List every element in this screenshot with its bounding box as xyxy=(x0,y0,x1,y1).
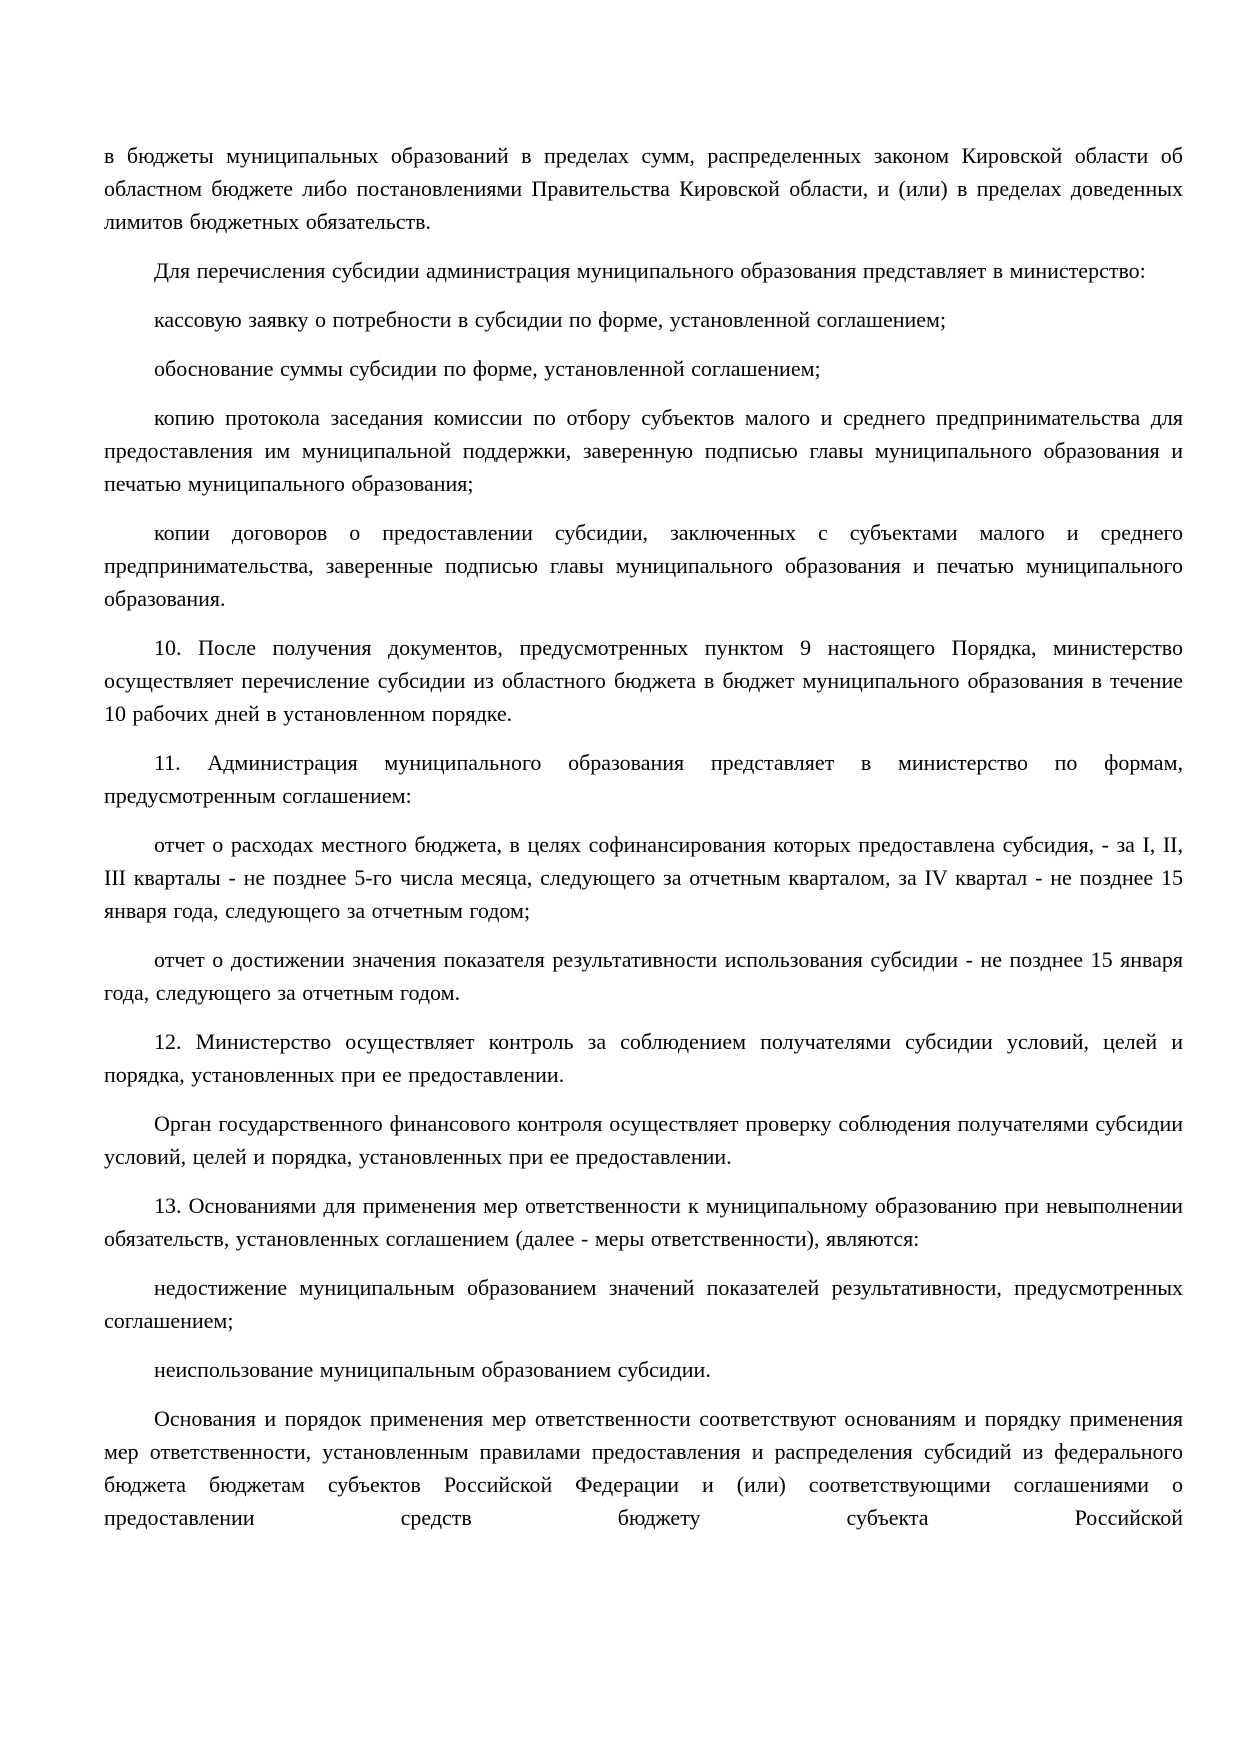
paragraph: обоснование суммы субсидии по форме, установленной соглашением; xyxy=(154,356,821,381)
paragraph: Для перечисления субсидии администрация муниципального образования представляет в министерство: xyxy=(154,258,1146,283)
paragraph: 11. Администрация муниципального образования представляет в министерство по формам, предусмотренным соглашением: xyxy=(104,750,1183,808)
paragraph: в бюджеты муниципальных образований в пределах сумм, распределенных законом Кировской области об областном бюджете либо постановлениями Правительства Кировской области, и (или) в пределах доведенных лимитов бюджетных обязательств. xyxy=(104,143,1183,234)
paragraph: недостижение муниципальным образованием значений показателей результативности, предусмотренных соглашением; xyxy=(104,1275,1183,1333)
paragraph: копию протокола заседания комиссии по отбору субъектов малого и среднего предпринимательства для предоставления им муниципальной поддержки, заверенную подписью главы муниципального образования и печатью муниципального образования; xyxy=(104,405,1183,496)
paragraph: 10. После получения документов, предусмотренных пунктом 9 настоящего Порядка, министерство осуществляет перечисление субсидии из областного бюджета в бюджет муниципального образования в течение 10 рабочих дней в установленном порядке. xyxy=(104,635,1183,726)
paragraph: 12. Министерство осуществляет контроль за соблюдением получателями субсидии условий, целей и порядка, установленных при ее предоставлении. xyxy=(104,1029,1183,1087)
paragraph: неиспользование муниципальным образованием субсидии. xyxy=(154,1357,711,1382)
paragraph: отчет о расходах местного бюджета, в целях софинансирования которых предоставлена субсидия, - за I, II, III кварталы - не позднее 5-го числа месяца, следующего за отчетным кварталом, за IV квартал - не позднее 15 января года, следующего за отчетным годом; xyxy=(104,832,1183,923)
paragraph: кассовую заявку о потребности в субсидии по форме, установленной соглашением; xyxy=(154,307,947,332)
paragraph: Основания и порядок применения мер ответственности соответствуют основаниям и порядку применения мер ответственности, установленным правилами предоставления и распределения субсидий из федерального бюджета бюджетам субъектов Российской Федерации и (или) соответствующими соглашениями о предоставлении средств бюджету субъекта Российской xyxy=(104,1406,1183,1530)
paragraph: Орган государственного финансового контроля осуществляет проверку соблюдения получателями субсидии условий, целей и порядка, установленных при ее предоставлении. xyxy=(104,1111,1183,1169)
paragraph: отчет о достижении значения показателя результативности использования субсидии - не позднее 15 января года, следующего за отчетным годом. xyxy=(104,947,1183,1005)
paragraph: 13. Основаниями для применения мер ответственности к муниципальному образованию при невыполнении обязательств, установленных соглашением (далее - меры ответственности), являются: xyxy=(104,1193,1183,1251)
paragraph: копии договоров о предоставлении субсидии, заключенных с субъектами малого и среднего предпринимательства, заверенные подписью главы муниципального образования и печатью муниципального образования. xyxy=(104,520,1183,611)
